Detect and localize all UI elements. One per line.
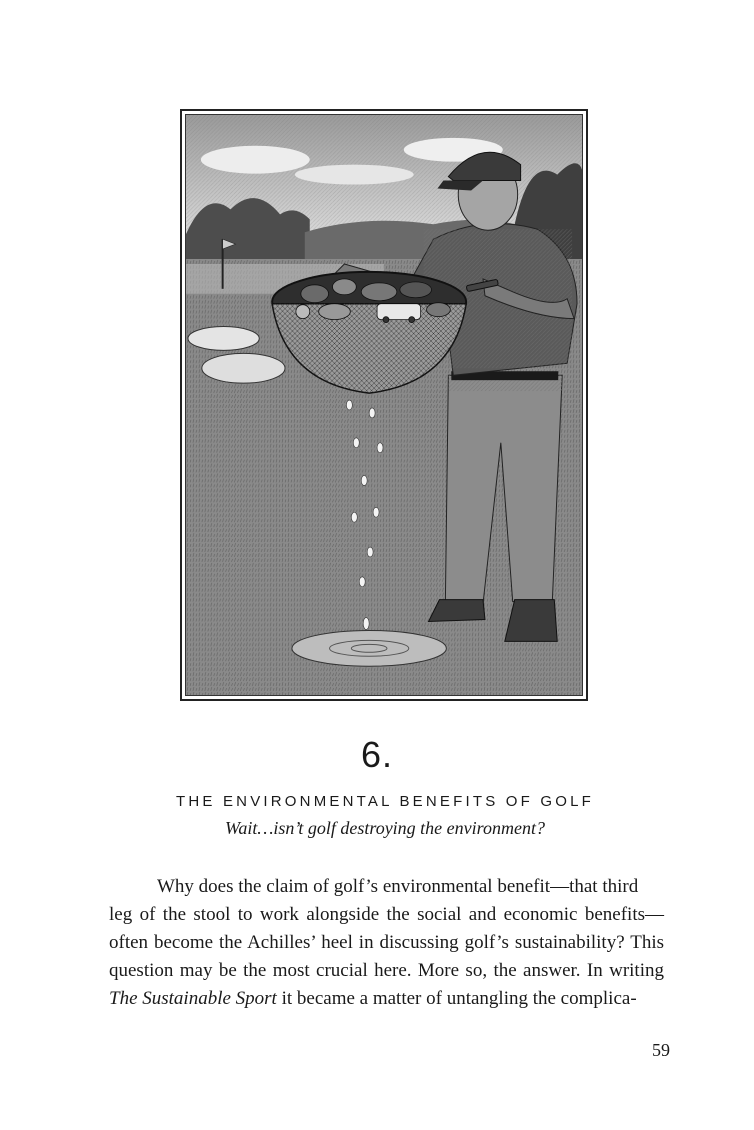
page-number: 59 [652,1040,670,1060]
book-title: The Sustainable Sport [109,988,277,1009]
body-line: question may be the most crucial here. More so, the answer. In writing [109,960,664,981]
chapter-subtitle: Wait…isn’t golf destroying the environment? [225,818,545,838]
chapter-illustration [180,109,588,701]
body-paragraph [109,873,664,1013]
golfer-sieve-illustration [186,115,582,695]
chapter-number: 6. [360,734,394,775]
body-line: Why does the claim of golf’s environmental benefit—that third [157,876,639,897]
body-line: often become the Achilles’ heel in discussing golf’s sustainability? This [109,932,664,953]
chapter-title: THE ENVIRONMENTAL BENEFITS OF GOLF [176,793,594,810]
body-line [109,985,664,1013]
body-line: leg of the stool to work alongside the social and economic benefits— [109,904,664,925]
body-line-rest: it became a matter of untangling the complica- [276,988,637,1009]
